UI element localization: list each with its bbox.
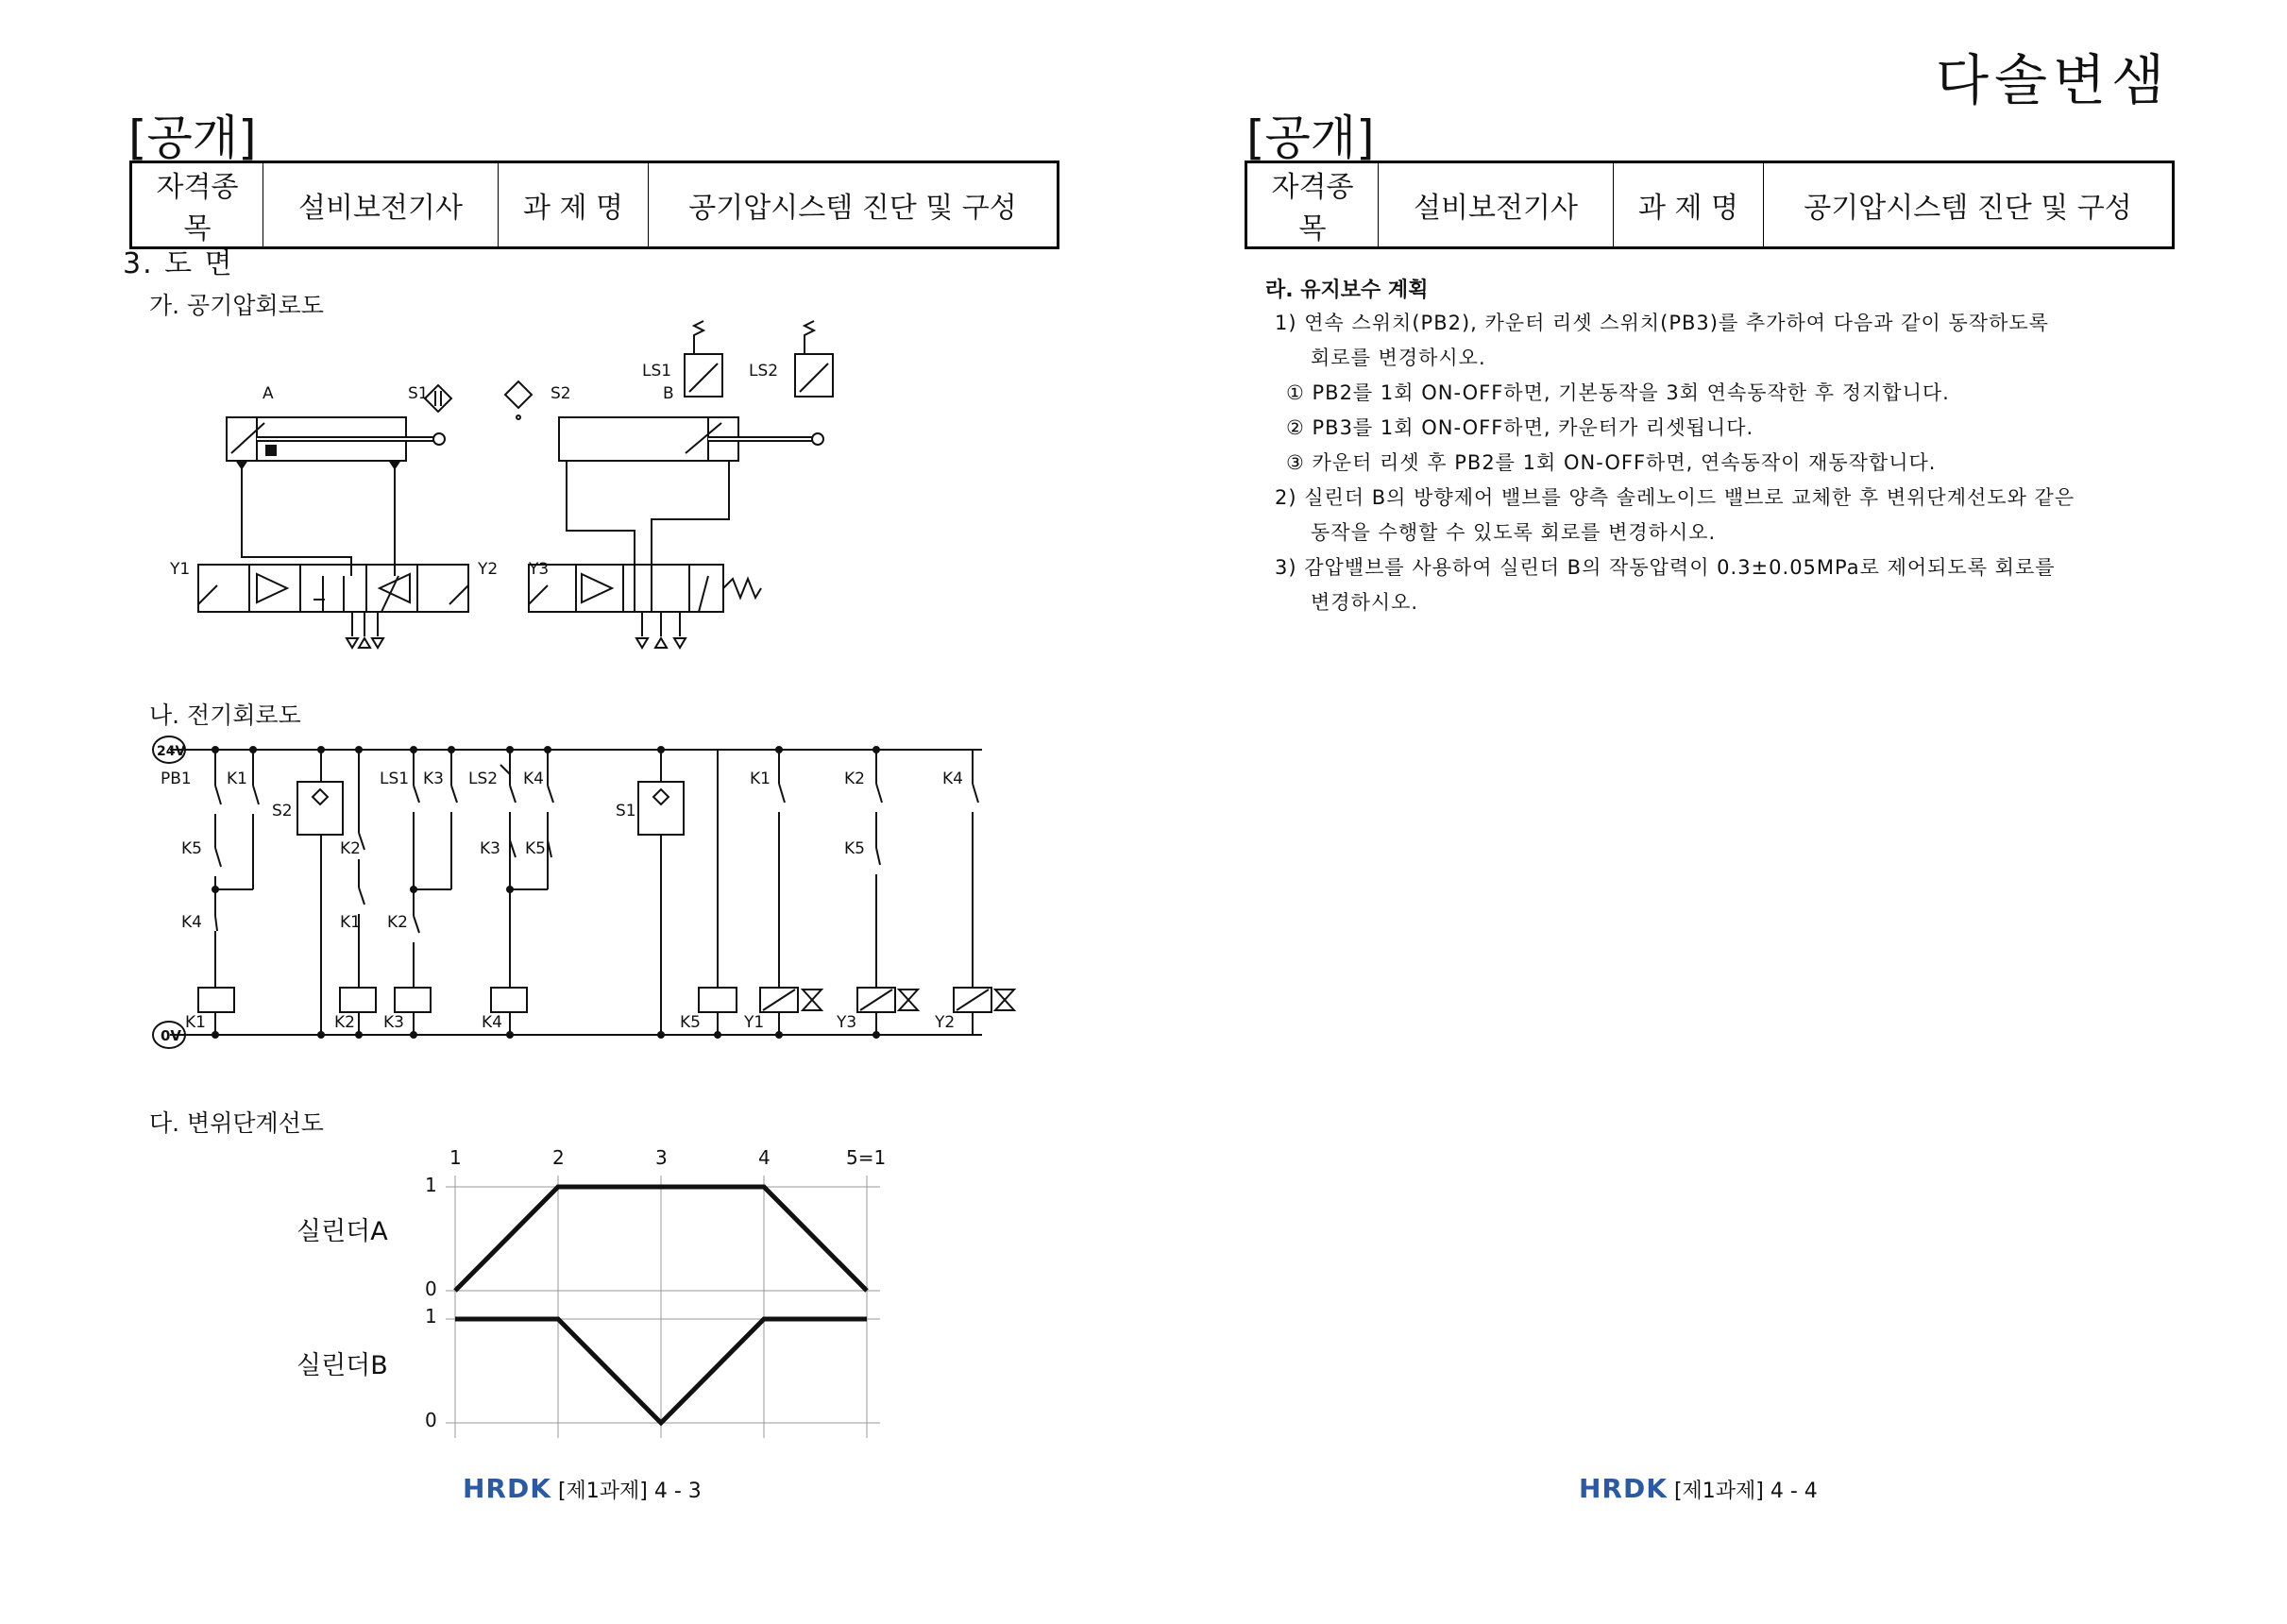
label-k1b: K1 xyxy=(340,913,361,932)
label-k4c: K4 xyxy=(942,770,963,788)
label-k4a: K4 xyxy=(181,913,202,932)
label-k3-coil: K3 xyxy=(383,1013,404,1032)
label-k2c: K2 xyxy=(844,770,865,788)
label-y2: Y2 xyxy=(478,560,499,579)
coil-k1 xyxy=(198,988,234,1012)
footer-left xyxy=(463,1473,702,1504)
label-k4b: K4 xyxy=(523,770,544,788)
label-y1: Y1 xyxy=(170,560,191,579)
footer-page-text-right: [제1과제] 4 - 4 xyxy=(1673,1480,1818,1503)
label-a: A xyxy=(263,384,274,403)
label-k2a: K2 xyxy=(340,839,361,858)
public-label: [공개] xyxy=(128,110,257,165)
label-ls2: LS2 xyxy=(749,362,779,381)
label-0v: 0V xyxy=(161,1027,182,1044)
coil-k2 xyxy=(340,988,376,1012)
label-y2: Y2 xyxy=(935,1013,956,1032)
row-b-one: 1 xyxy=(425,1305,437,1328)
label-ls1: LS1 xyxy=(380,770,410,788)
header-right-col2: 설비보전기사 xyxy=(1379,162,1614,248)
header-right-col4: 공기압시스템 진단 및 구성 xyxy=(1764,162,2174,248)
maint-line-6: 2) 실린더 B의 방향제어 밸브를 양측 솔레노이드 밸브로 교체한 후 변위단계선도와 같은 xyxy=(1275,486,2075,509)
label-24v: 24V xyxy=(157,744,186,759)
maint-line-3: ① PB2를 1회 ON-OFF하면, 기본동작을 3회 연속동작한 후 정지합니다. xyxy=(1286,381,1950,404)
label-y1: Y1 xyxy=(744,1013,765,1032)
label-y3: Y3 xyxy=(837,1013,857,1032)
pneumatic-title: 가. 공기압회로도 xyxy=(149,292,324,319)
label-y3: Y3 xyxy=(529,560,550,579)
label-s2: S2 xyxy=(551,384,571,403)
maint-line-7: 동작을 수행할 수 있도록 회로를 변경하시오. xyxy=(1311,521,1717,544)
label-k1c: K1 xyxy=(750,770,771,788)
maintenance-list xyxy=(1275,306,2075,620)
header-table-right xyxy=(1245,161,2175,249)
label-k2b: K2 xyxy=(387,913,408,932)
row-label-cylinder-a: 실린더A xyxy=(296,1217,388,1246)
header-table xyxy=(129,161,1059,249)
row-a-one: 1 xyxy=(425,1174,437,1196)
section-title: 3. 도 면 xyxy=(123,247,234,280)
header-col1: 자격종목 xyxy=(131,162,263,248)
hrdk-logo-right: HRDK xyxy=(1579,1473,1668,1504)
label-k5c: K5 xyxy=(844,839,865,858)
row-label-cylinder-b: 실린더B xyxy=(296,1351,388,1380)
displacement-title: 다. 변위단계선도 xyxy=(149,1109,324,1137)
hrdk-logo: HRDK xyxy=(463,1473,551,1504)
maint-line-1: 1) 연속 스위치(PB2), 카운터 리셋 스위치(PB3)를 추가하여 다음과 같이 동작하도록 xyxy=(1275,312,2049,334)
label-s1: S1 xyxy=(616,802,636,820)
header-col3: 과 제 명 xyxy=(499,162,649,248)
label-k4-coil: K4 xyxy=(482,1013,502,1032)
maint-line-2: 회로를 변경하시오. xyxy=(1311,347,1486,369)
header-col4: 공기압시스템 진단 및 구성 xyxy=(649,162,1059,248)
label-s2: S2 xyxy=(272,802,293,820)
maint-line-9: 변경하시오. xyxy=(1311,591,1419,614)
label-ls2: LS2 xyxy=(468,770,499,788)
label-ls1: LS1 xyxy=(642,362,672,381)
label-k5b: K5 xyxy=(525,839,546,858)
electric-title: 나. 전기회로도 xyxy=(149,702,301,729)
pneumatic-circuit xyxy=(151,312,1058,670)
step-label-2: 2 xyxy=(552,1146,565,1169)
label-k3a: K3 xyxy=(423,770,444,788)
label-s1: S1 xyxy=(408,384,429,403)
step-label-1: 1 xyxy=(449,1146,462,1169)
coil-k4 xyxy=(491,988,527,1012)
label-k5a: K5 xyxy=(181,839,202,858)
maintenance-title: 라. 유지보수 계획 xyxy=(1265,279,1429,302)
label-pb1: PB1 xyxy=(161,770,192,788)
public-label-right: [공개] xyxy=(1246,110,1375,165)
header-right-col3: 과 제 명 xyxy=(1614,162,1764,248)
label-k2-coil: K2 xyxy=(334,1013,355,1032)
label-k3b: K3 xyxy=(480,839,500,858)
coil-k3 xyxy=(395,988,431,1012)
displacement-diagram xyxy=(283,1138,906,1449)
footer-right xyxy=(1579,1473,1818,1504)
row-b-zero: 0 xyxy=(425,1409,437,1431)
step-label-4: 4 xyxy=(758,1146,771,1169)
header-right-col1: 자격종목 xyxy=(1246,162,1379,248)
maint-line-4: ② PB3를 1회 ON-OFF하면, 카운터가 리셋됩니다. xyxy=(1286,416,1754,439)
step-label-3: 3 xyxy=(655,1146,668,1169)
label-k5-coil: K5 xyxy=(680,1013,701,1032)
maint-line-5: ③ 카운터 리셋 후 PB2를 1회 ON-OFF하면, 연속동작이 재동작합니다. xyxy=(1286,451,1937,474)
label-k1-coil: K1 xyxy=(185,1013,206,1032)
sensor-s1 xyxy=(425,385,451,412)
label-k1a: K1 xyxy=(227,770,247,788)
sensor-s2 xyxy=(505,381,532,408)
coil-k5 xyxy=(699,988,737,1012)
row-a-zero: 0 xyxy=(425,1277,437,1300)
brand-title: 다솔변샘 xyxy=(1936,48,2171,112)
label-b: B xyxy=(663,384,674,403)
electric-circuit xyxy=(151,727,1058,1057)
header-col2: 설비보전기사 xyxy=(263,162,499,248)
maint-line-8: 3) 감압밸브를 사용하여 실린더 B의 작동압력이 0.3±0.05MPa로 제어되도록 회로를 xyxy=(1275,556,2056,579)
footer-page-text: [제1과제] 4 - 3 xyxy=(557,1480,702,1503)
step-label-5: 5=1 xyxy=(846,1146,887,1169)
